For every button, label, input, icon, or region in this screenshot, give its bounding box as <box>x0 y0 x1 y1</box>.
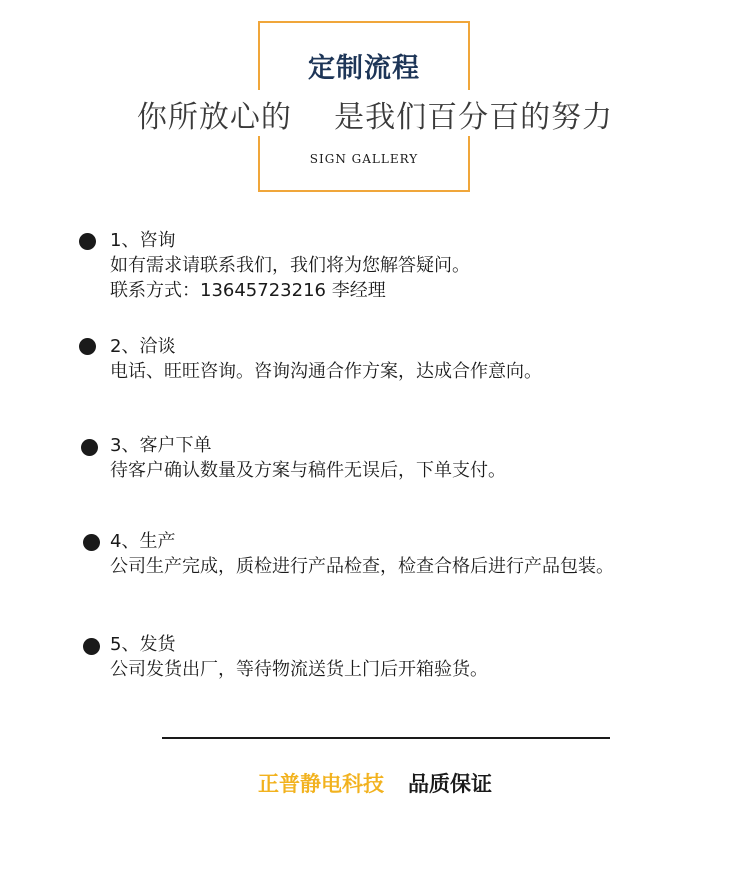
bullet-icon <box>83 638 100 655</box>
step-line: 公司发货出厂，等待物流送货上门后开箱验货。 <box>110 659 488 680</box>
step-line: 待客户确认数量及方案与稿件无误后，下单支付。 <box>110 460 506 481</box>
footer-company: 正普静电科技 <box>258 772 384 796</box>
page-title: 定制流程 <box>308 53 420 84</box>
step-line: 公司生产完成，质检进行产品检查，检查合格后进行产品包装。 <box>110 556 614 577</box>
step-line: 电话、旺旺咨询。咨询沟通合作方案，达成合作意向。 <box>110 361 542 382</box>
divider <box>162 737 610 739</box>
footer <box>0 768 750 798</box>
footer-quality: 品质保证 <box>408 772 492 796</box>
bullet-icon <box>81 439 98 456</box>
step-line: 如有需求请联系我们，我们将为您解答疑问。 <box>110 255 470 276</box>
bullet-icon <box>79 338 96 355</box>
header-slogan: 你所放心的 是我们百分百的努力 <box>136 100 614 135</box>
step-heading: 5、发货 <box>110 634 176 655</box>
step-line: 联系方式：13645723216 李经理 <box>110 280 386 301</box>
step-heading: 4、生产 <box>110 531 176 552</box>
bullet-icon <box>83 534 100 551</box>
step-heading: 3、客户下单 <box>110 435 212 456</box>
bullet-icon <box>79 233 96 250</box>
step-heading: 1、咨询 <box>110 230 176 251</box>
header-brand: SIGN GALLERY <box>309 152 419 166</box>
step-heading: 2、洽谈 <box>110 336 176 357</box>
